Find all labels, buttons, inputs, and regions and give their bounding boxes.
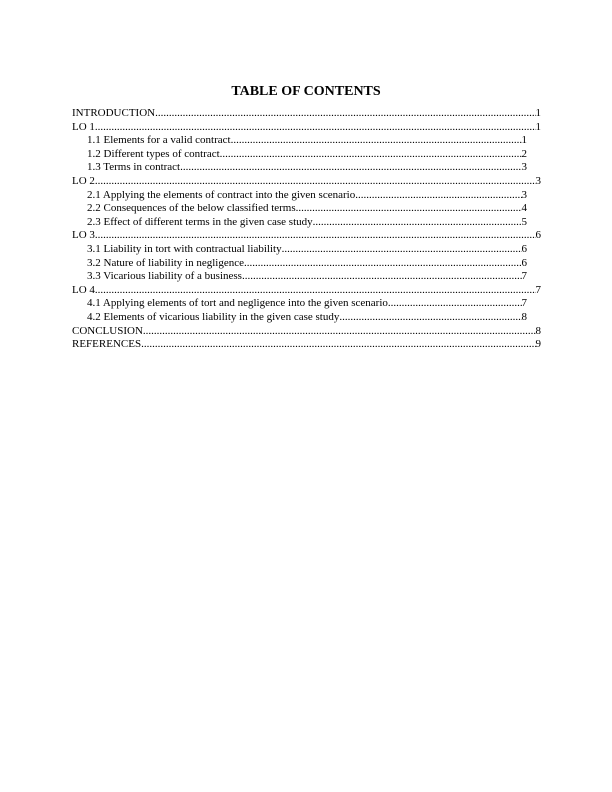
toc-dot-leader <box>95 121 536 135</box>
toc-entry-label: 1.3 Terms in contract <box>87 161 181 174</box>
toc-entry-2-1[interactable] <box>72 189 541 203</box>
toc-title: TABLE OF CONTENTS <box>231 84 381 99</box>
toc-entry-3-1[interactable] <box>72 243 541 257</box>
toc-dot-leader <box>296 202 522 216</box>
toc-dot-leader <box>141 338 535 352</box>
toc-entry-label: LO 1 <box>72 120 95 133</box>
toc-page-number: 1 <box>521 134 527 147</box>
toc-page-number: 8 <box>535 324 541 337</box>
toc-dot-leader <box>244 257 521 271</box>
toc-entry-1-3[interactable] <box>72 161 541 175</box>
toc-entry-label: 2.3 Effect of different terms in the given case study <box>87 215 313 228</box>
toc-dot-leader <box>95 175 536 189</box>
toc-entry-conclusion[interactable] <box>72 325 541 339</box>
toc-dot-leader <box>155 107 535 121</box>
toc-page-number: 6 <box>521 256 527 269</box>
toc-entry-label: 1.1 Elements for a valid contract <box>87 134 231 147</box>
toc-entry-lo4[interactable] <box>72 284 541 298</box>
toc-page-number: 1 <box>535 107 541 119</box>
toc-page-number: 8 <box>521 310 527 323</box>
toc-entry-label: LO 2 <box>72 174 95 187</box>
toc-dot-leader <box>95 284 536 298</box>
toc-entry-4-2[interactable] <box>72 311 541 325</box>
toc-dot-leader <box>282 243 522 257</box>
toc-page-number: 3 <box>521 188 527 201</box>
toc-entry-lo2[interactable] <box>72 175 541 189</box>
toc-page-number: 2 <box>521 147 527 160</box>
toc-entry-label: CONCLUSION <box>72 324 143 337</box>
toc-entry-label: REFERENCES <box>72 338 142 351</box>
toc-entry-3-2[interactable] <box>72 257 541 271</box>
toc-entry-2-3[interactable] <box>72 216 541 230</box>
toc-entry-2-2[interactable] <box>72 202 541 216</box>
toc-entry-introduction[interactable] <box>72 107 541 121</box>
toc-page-number: 1 <box>535 120 541 133</box>
toc-page-number: 6 <box>535 229 541 242</box>
toc-entry-label: 3.2 Nature of liability in negligence <box>87 256 245 269</box>
toc-entry-label: 2.1 Applying the elements of contract into the given scenario <box>87 188 356 201</box>
toc-dot-leader <box>143 325 536 339</box>
toc-entry-label: INTRODUCTION <box>72 107 156 119</box>
toc-list <box>72 107 541 352</box>
toc-dot-leader <box>388 297 522 311</box>
toc-dot-leader <box>180 161 521 175</box>
toc-dot-leader <box>231 134 522 148</box>
toc-dot-leader <box>95 229 536 243</box>
toc-entry-label: 4.2 Elements of vicarious liability in the given case study <box>87 310 340 323</box>
toc-page-number: 7 <box>521 270 527 283</box>
toc-dot-leader <box>220 148 522 162</box>
toc-page-number: 7 <box>521 297 527 310</box>
toc-page-number: 6 <box>521 242 527 255</box>
toc-entry-label: 1.2 Different types of contract <box>87 147 220 160</box>
toc-page-number: 7 <box>535 283 541 296</box>
toc-entry-4-1[interactable] <box>72 297 541 311</box>
toc-dot-leader <box>313 216 522 230</box>
toc-dot-leader <box>339 311 521 325</box>
toc-entry-label: 3.3 Vicarious liability of a business <box>87 270 242 283</box>
toc-entry-label: 3.1 Liability in tort with contractual liability <box>87 242 282 255</box>
toc-page-number: 5 <box>521 215 527 228</box>
toc-entry-references[interactable] <box>72 338 541 352</box>
toc-entry-label: 4.1 Applying elements of tort and negligence into the given scenario <box>87 297 388 310</box>
toc-page-number: 4 <box>521 202 527 215</box>
toc-entry-lo3[interactable] <box>72 229 541 243</box>
toc-page-number: 9 <box>535 338 541 351</box>
toc-entry-3-3[interactable] <box>72 270 541 284</box>
toc-entry-1-1[interactable] <box>72 134 541 148</box>
toc-entry-label: LO 4 <box>72 283 95 296</box>
toc-entry-label: LO 3 <box>72 229 95 242</box>
toc-page-number: 3 <box>521 161 527 174</box>
toc-entry-label: 2.2 Consequences of the below classified terms <box>87 202 296 215</box>
toc-entry-1-2[interactable] <box>72 148 541 162</box>
toc-dot-leader <box>355 189 521 203</box>
toc-page-number: 3 <box>535 174 541 187</box>
toc-entry-lo1[interactable] <box>72 121 541 135</box>
toc-dot-leader <box>242 270 522 284</box>
